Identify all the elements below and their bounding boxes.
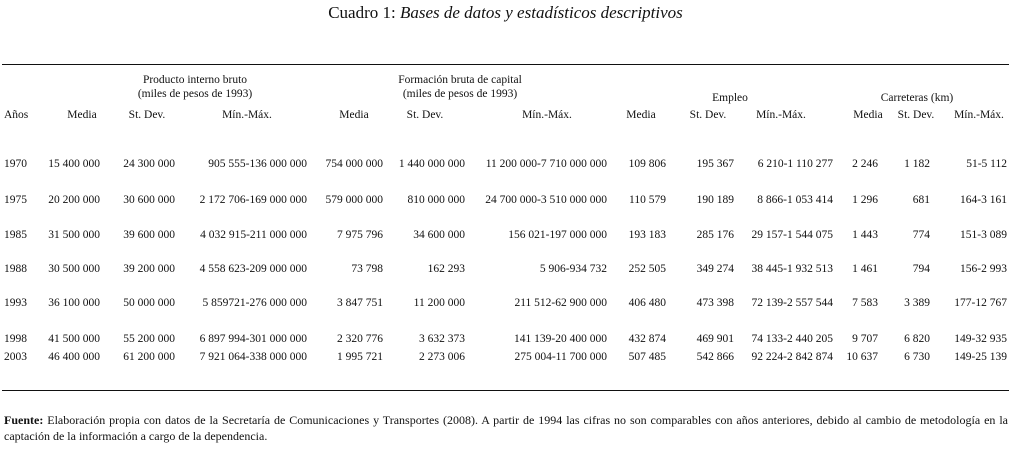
cell-pib-media: 31 500 000 [48,229,100,241]
cell-fbc-sd: 3 632 373 [419,333,465,345]
cell-emp-mm: 72 139-2 557 544 [751,297,833,309]
cell-pib-media: 15 400 000 [48,158,100,170]
table-title [0,3,1011,23]
cell-pib-media: 30 500 000 [48,263,100,275]
cell-pib-sd: 61 200 000 [123,351,175,363]
col-header-pib-sd: St. Dev. [128,109,166,121]
cell-ano: 1985 [4,229,27,241]
cell-emp-media: 252 505 [628,263,666,275]
cell-emp-media: 406 480 [628,297,666,309]
cell-fbc-media: 3 847 751 [337,297,383,309]
cell-fbc-media: 1 995 721 [337,351,383,363]
cell-car-media: 1 461 [852,263,878,275]
cell-fbc-mm: 11 200 000-7 710 000 000 [485,158,607,170]
source-note-text: Elaboración propia con datos de la Secretaría de Comunicaciones y Transportes (2008). A partir de 1994 las cifras no son comparables con años anteriores, debido al cambio de metodología en la captación de la información a cargo de la dependencia. [4,413,1008,443]
cell-fbc-sd: 162 293 [427,263,465,275]
col-header-fbc-media: Media [339,109,369,121]
cell-fbc-media: 7 975 796 [337,229,383,241]
cell-fbc-media: 2 320 776 [337,333,383,345]
cell-car-media: 7 583 [852,297,878,309]
cell-emp-media: 507 485 [628,351,666,363]
cell-car-media: 1 296 [852,194,878,206]
cell-car-mm: 149-25 139 [954,351,1007,363]
cell-pib-media: 20 200 000 [48,194,100,206]
col-header-emp-sd: St. Dev. [689,109,727,121]
table-top-rule [2,64,1009,65]
cell-pib-mm: 905 555-136 000 000 [208,158,307,170]
cell-pib-mm: 5 859721-276 000 000 [202,297,307,309]
table-title-text: Bases de datos y estadísticos descriptivos [399,3,683,22]
cell-emp-sd: 195 367 [696,158,734,170]
cell-car-sd: 774 [912,229,930,241]
col-header-anos: Años [4,109,29,121]
cell-emp-sd: 285 176 [696,229,734,241]
col-header-car-media: Media [853,109,883,121]
col-header-pib-mm: Mín.-Máx. [222,109,272,121]
cell-emp-sd: 469 901 [696,333,734,345]
cell-emp-media: 432 874 [628,333,666,345]
cell-fbc-sd: 810 000 000 [407,194,465,206]
cell-car-mm: 164-3 161 [960,194,1007,206]
cell-pib-sd: 39 200 000 [123,263,175,275]
cell-car-media: 1 443 [852,229,878,241]
cell-ano: 1993 [4,297,27,309]
cell-fbc-media: 73 798 [351,263,383,275]
cell-fbc-mm: 156 021-197 000 000 [508,229,607,241]
cell-fbc-mm: 5 906-934 732 [539,263,607,275]
group-header-fbc [370,73,550,101]
cell-emp-mm: 6 210-1 110 277 [757,158,833,170]
group-header-pib [110,73,280,101]
col-header-emp-media: Media [626,109,656,121]
cell-car-mm: 51-5 112 [966,158,1007,170]
cell-ano: 1970 [4,158,27,170]
cell-car-mm: 149-32 935 [954,333,1007,345]
cell-emp-media: 110 579 [629,194,666,206]
cell-pib-sd: 30 600 000 [123,194,175,206]
cell-emp-sd: 473 398 [696,297,734,309]
cell-car-media: 10 637 [846,351,878,363]
col-header-emp-mm: Mín.-Máx. [756,109,806,121]
col-header-car-mm: Mín.-Máx. [954,109,1004,121]
cell-emp-mm: 74 133-2 440 205 [751,333,833,345]
col-header-pib-media: Media [67,109,97,121]
source-note-label: Fuente: [4,413,44,427]
cell-fbc-media: 754 000 000 [325,158,383,170]
cell-pib-mm: 4 558 623-209 000 000 [199,263,307,275]
cell-ano: 2003 [4,351,27,363]
cell-pib-sd: 39 600 000 [123,229,175,241]
cell-fbc-sd: 11 200 000 [413,297,465,309]
col-header-fbc-sd: St. Dev. [406,109,444,121]
cell-pib-sd: 50 000 000 [123,297,175,309]
cell-fbc-sd: 1 440 000 000 [398,158,465,170]
cell-pib-sd: 55 200 000 [123,333,175,345]
cell-car-media: 2 246 [852,158,878,170]
table-bottom-rule [2,390,1009,391]
group-header-pib-line1: Producto interno bruto [142,74,248,86]
cell-emp-sd: 190 189 [696,194,734,206]
group-header-carreteras: Carreteras (km) [880,92,954,104]
cell-fbc-mm: 24 700 000-3 510 000 000 [485,194,607,206]
cell-car-sd: 6 820 [904,333,930,345]
col-header-fbc-mm: Mín.-Máx. [522,109,572,121]
cell-pib-mm: 7 921 064-338 000 000 [199,351,307,363]
group-header-empleo: Empleo [712,92,748,104]
source-note [4,412,1008,444]
cell-emp-media: 193 183 [628,229,666,241]
cell-fbc-sd: 2 273 006 [419,351,465,363]
cell-emp-mm: 92 224-2 842 874 [751,351,833,363]
table-title-prefix: Cuadro 1: [328,3,396,22]
cell-pib-sd: 24 300 000 [123,158,175,170]
cell-car-sd: 1 182 [904,158,930,170]
cell-car-mm: 156-2 993 [960,263,1007,275]
cell-emp-media: 109 806 [628,158,666,170]
cell-fbc-mm: 275 004-11 700 000 [514,351,607,363]
cell-fbc-mm: 141 139-20 400 000 [514,333,607,345]
cell-car-sd: 3 389 [904,297,930,309]
cell-emp-mm: 29 157-1 544 075 [751,229,833,241]
cell-ano: 1998 [4,333,27,345]
cell-car-sd: 6 730 [904,351,930,363]
cell-fbc-mm: 211 512-62 900 000 [514,297,607,309]
cell-pib-mm: 4 032 915-211 000 000 [200,229,307,241]
group-header-pib-line2: (miles de pesos de 1993) [137,88,253,100]
cell-emp-sd: 542 866 [696,351,734,363]
cell-car-media: 9 707 [852,333,878,345]
cell-ano: 1988 [4,263,27,275]
cell-fbc-sd: 34 600 000 [413,229,465,241]
cell-emp-mm: 8 866-1 053 414 [757,194,833,206]
cell-pib-media: 41 500 000 [48,333,100,345]
cell-pib-mm: 2 172 706-169 000 000 [199,194,307,206]
cell-pib-mm: 6 897 994-301 000 000 [199,333,307,345]
cell-pib-media: 36 100 000 [48,297,100,309]
cell-car-sd: 681 [912,194,930,206]
group-header-fbc-line2: (miles de pesos de 1993) [402,88,518,100]
cell-fbc-media: 579 000 000 [325,194,383,206]
group-header-fbc-line1: Formación bruta de capital [398,74,522,86]
cell-pib-media: 46 400 000 [48,351,100,363]
cell-car-mm: 177-12 767 [954,297,1007,309]
cell-car-mm: 151-3 089 [960,229,1007,241]
cell-ano: 1975 [4,194,27,206]
cell-car-sd: 794 [912,263,930,275]
cell-emp-sd: 349 274 [696,263,734,275]
col-header-car-sd: St. Dev. [897,109,935,121]
cell-emp-mm: 38 445-1 932 513 [751,263,833,275]
